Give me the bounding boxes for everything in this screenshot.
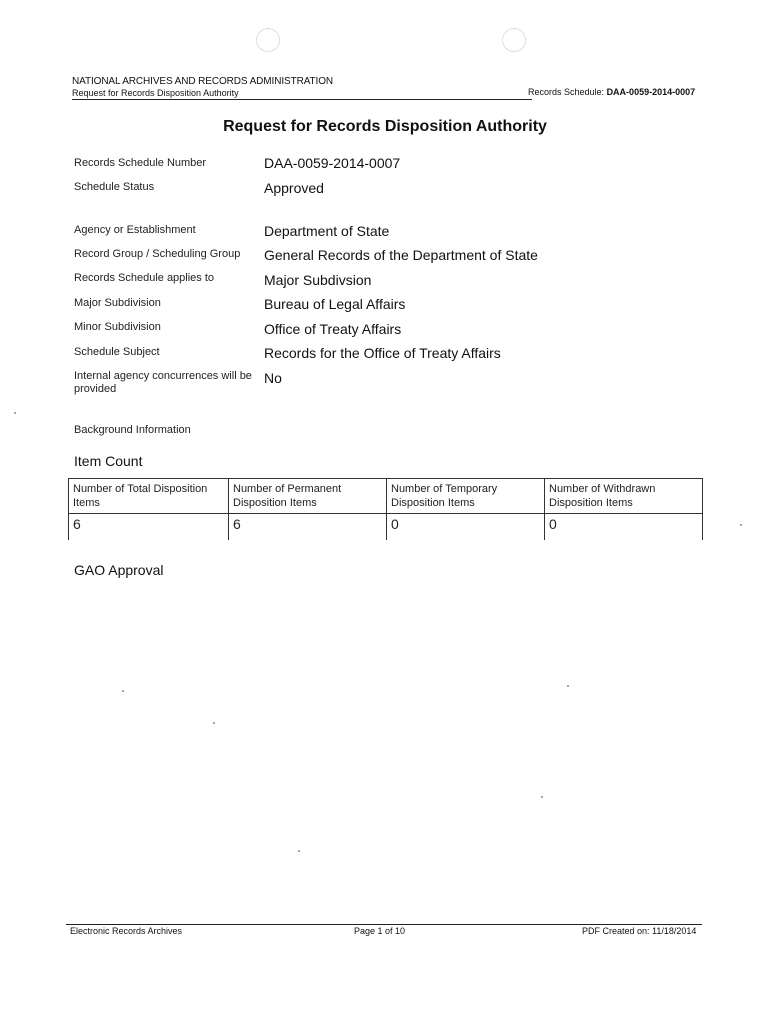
field-label-major-subdivision: Major Subdivision: [74, 297, 161, 309]
item-count-heading: Item Count: [74, 453, 143, 469]
header-schedule-label: Records Schedule:: [528, 87, 605, 97]
scan-speck: [14, 412, 16, 414]
field-label-minor-subdivision: Minor Subdivision: [74, 321, 161, 333]
field-value-minor-subdivision: Office of Treaty Affairs: [264, 321, 402, 337]
header-schedule: [528, 87, 695, 97]
footer-left: Electronic Records Archives: [70, 926, 183, 936]
field-value-record-group: General Records of the Department of State: [264, 247, 538, 263]
field-value-schedule-status: Approved: [264, 180, 324, 196]
value-permanent: 6: [229, 514, 387, 541]
seal-right-icon: [502, 28, 526, 52]
value-temporary: 0: [387, 514, 545, 541]
field-label-schedule-subject: Schedule Subject: [74, 346, 160, 358]
scan-speck: [298, 850, 300, 852]
field-value-concurrences: No: [264, 370, 282, 386]
footer-page-number: Page 1 of 10: [354, 926, 406, 936]
field-label-record-group: Record Group / Scheduling Group: [74, 248, 241, 260]
page-title: Request for Records Disposition Authority: [223, 118, 547, 135]
field-value-agency: Department of State: [264, 223, 390, 239]
item-count-value-row: [69, 514, 703, 541]
header-subtitle: Request for Records Disposition Authority: [72, 88, 239, 98]
scan-speck: [740, 524, 742, 526]
seal-left-icon: [256, 28, 280, 52]
header-schedule-number: DAA-0059-2014-0007: [606, 87, 696, 97]
field-value-applies-to: Major Subdivsion: [264, 272, 372, 288]
header-permanent: Number of Permanent Disposition Items: [229, 479, 387, 514]
gao-approval-heading: GAO Approval: [74, 562, 164, 578]
field-label-concurrences: Internal agency concurrences will be provided: [74, 370, 252, 395]
header-rule: [72, 99, 532, 100]
header-temporary: Number of Temporary Disposition Items: [387, 479, 545, 514]
scan-speck: [541, 796, 543, 798]
field-label-schedule-status: Schedule Status: [74, 181, 155, 193]
field-label-applies-to: Records Schedule applies to: [74, 272, 215, 284]
field-label-schedule-number: Records Schedule Number: [74, 157, 207, 169]
field-value-major-subdivision: Bureau of Legal Affairs: [264, 296, 406, 312]
item-count-table: [68, 478, 703, 540]
field-value-schedule-number: DAA-0059-2014-0007: [264, 155, 401, 171]
item-count-header-row: [69, 479, 703, 514]
header-withdrawn: Number of Withdrawn Disposition Items: [545, 479, 703, 514]
value-total: 6: [69, 514, 229, 541]
scan-speck: [567, 685, 569, 687]
value-withdrawn: 0: [545, 514, 703, 541]
header-org: NATIONAL ARCHIVES AND RECORDS ADMINISTRATION: [72, 76, 334, 87]
scan-speck: [213, 722, 215, 724]
scan-speck: [122, 690, 124, 692]
footer-created-date: PDF Created on: 11/18/2014: [582, 926, 697, 936]
field-label-background: Background Information: [74, 424, 191, 436]
field-value-schedule-subject: Records for the Office of Treaty Affairs: [264, 345, 501, 361]
footer-rule: [66, 924, 702, 925]
field-label-agency: Agency or Establishment: [74, 224, 196, 236]
header-total: Number of Total Disposition Items: [69, 479, 229, 514]
